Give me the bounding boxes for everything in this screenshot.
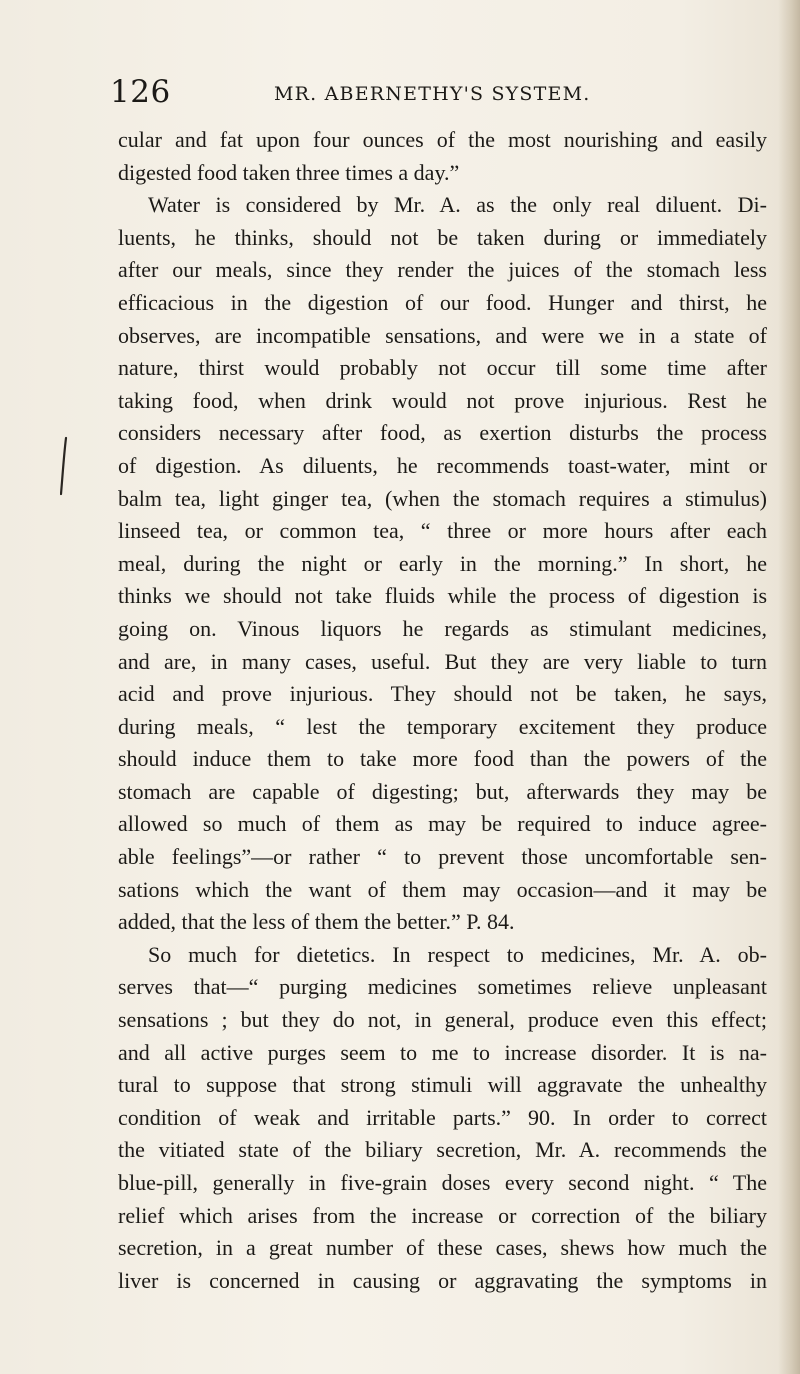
text-line: after our meals, since they render the juices of the stomach less [118,257,767,283]
text-line: condition of weak and irritable parts.” 90. In order to correct [118,1104,767,1130]
text-line: luents, he thinks, should not be taken during or immediately [118,224,767,250]
text-line: allowed so much of them as may be required to induce agree- [118,811,767,837]
text-line: added, that the less of them the better.” P. 84. [118,909,515,935]
text-line: linseed tea, or common tea, “ three or more hours after each [118,518,767,544]
body-text [118,124,767,1297]
text-line: So much for dietetics. In respect to medicines, Mr. A. ob- [148,941,767,967]
text-line: of digestion. As diluents, he recommends toast-water, mint or [118,452,767,478]
text-line: thinks we should not take fluids while the process of digestion is [118,583,767,609]
text-line: tural to suppose that strong stimuli will aggravate the unhealthy [118,1072,767,1098]
text-line: serves that—“ purging medicines sometimes relieve unpleasant [118,974,767,1000]
text-line: and all active purges seem to me to increase disorder. It is na- [118,1039,767,1065]
text-line: cular and fat upon four ounces of the most nourishing and easily [118,127,767,152]
text-line: nature, thirst would probably not occur till some time after [118,355,767,381]
text-line: secretion, in a great number of these cases, shews how much the [118,1235,767,1261]
text-line: the vitiated state of the biliary secretion, Mr. A. recommends the [118,1137,767,1163]
text-line: during meals, “ lest the temporary excitement they produce [118,713,767,739]
text-line: balm tea, light ginger tea, (when the stomach requires a stimulus) [118,485,767,511]
page-edge-shadow [778,0,800,1374]
text-line: should induce them to take more food than the powers of the [118,746,767,772]
text-line: acid and prove injurious. They should not be taken, he says, [118,681,767,707]
text-line: Water is considered by Mr. A. as the only real diluent. Di- [148,192,767,218]
text-line: stomach are capable of digesting; but, afterwards they may be [118,778,767,804]
text-line: liver is concerned in causing or aggravating the symptoms in [118,1267,767,1293]
text-line: taking food, when drink would not prove injurious. Rest he [118,387,767,413]
page-header [110,72,750,112]
text-line: going on. Vinous liquors he regards as stimulant medicines, [118,615,767,641]
margin-pencil-mark [60,436,68,496]
text-line: and are, in many cases, useful. But they are very liable to turn [118,648,767,674]
text-line: blue-pill, generally in five-grain doses every second night. “ The [118,1170,767,1195]
running-head: MR. ABERNETHY'S SYSTEM. [274,83,591,105]
text-line: considers necessary after food, as exertion disturbs the process [118,420,767,446]
text-line: sations which the want of them may occasion—and it may be [118,876,767,902]
text-line: efficacious in the digestion of our food. Hunger and thirst, he [118,289,767,315]
text-line: observes, are incompatible sensations, and were we in a state of [118,322,767,348]
text-line: digested food taken three times a day.” [118,159,460,185]
text-line: able feelings”—or rather “ to prevent those uncomfortable sen- [118,844,767,870]
text-line: meal, during the night or early in the morning.” In short, he [118,550,767,576]
text-line: relief which arises from the increase or correction of the biliary [118,1202,767,1228]
page-number: 126 [110,74,171,110]
text-line: sensations ; but they do not, in general, produce even this effect; [118,1007,767,1033]
